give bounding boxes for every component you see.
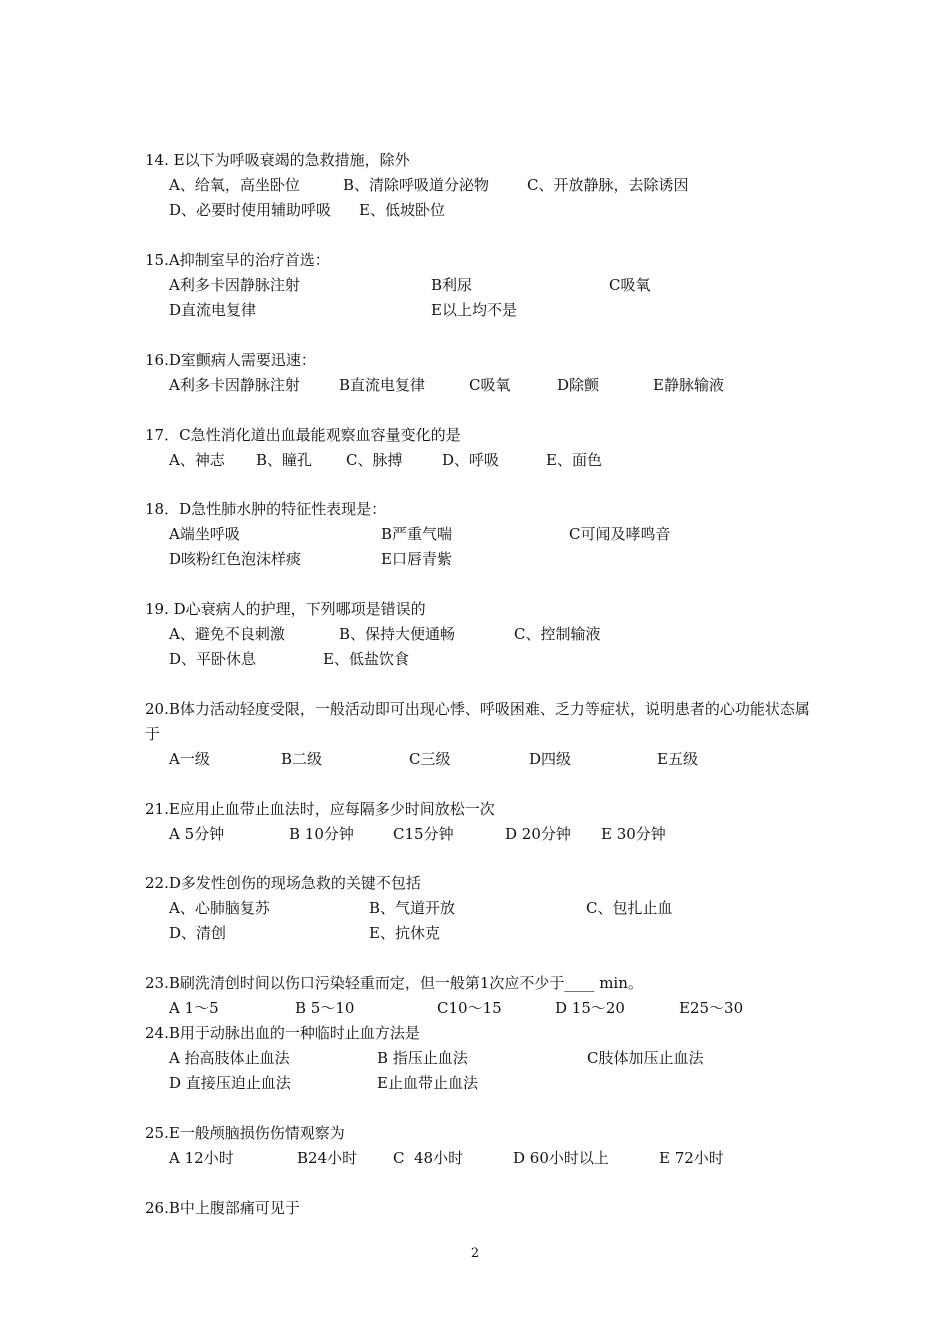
question-stem: 14. E以下为呼吸衰竭的急救措施，除外 bbox=[145, 151, 410, 169]
option: D 直接压迫止血法 bbox=[169, 1074, 291, 1092]
option: B二级 bbox=[281, 750, 323, 768]
question-18 bbox=[145, 497, 670, 572]
option: D咳粉红色泡沫样痰 bbox=[169, 550, 302, 568]
option: E、低坡卧位 bbox=[359, 201, 445, 219]
options-row bbox=[169, 522, 670, 547]
option: E、面色 bbox=[546, 451, 602, 469]
options-row bbox=[169, 822, 666, 847]
options-row bbox=[169, 996, 743, 1021]
option: E静脉输液 bbox=[653, 376, 724, 394]
question-16 bbox=[145, 348, 724, 398]
option: E 30分钟 bbox=[601, 825, 666, 843]
option: A一级 bbox=[169, 750, 210, 768]
option: A、给氧，高坐卧位 bbox=[169, 176, 300, 194]
options-row bbox=[169, 1046, 703, 1071]
question-23 bbox=[145, 971, 743, 1021]
option: D四级 bbox=[529, 750, 572, 768]
option: A 12小时 bbox=[169, 1149, 234, 1167]
option: E以上均不是 bbox=[431, 301, 517, 319]
options-row bbox=[169, 273, 650, 298]
option: B、清除呼吸道分泌物 bbox=[343, 176, 490, 194]
question-19 bbox=[145, 597, 600, 672]
options-row bbox=[169, 1146, 724, 1171]
options-row bbox=[169, 448, 602, 473]
option: E口唇青紫 bbox=[381, 550, 452, 568]
question-24 bbox=[145, 1021, 703, 1096]
option: A 5分钟 bbox=[169, 825, 225, 843]
option: B24小时 bbox=[297, 1149, 358, 1167]
question-14 bbox=[145, 148, 688, 223]
option: C10～15 bbox=[437, 999, 502, 1017]
option: A端坐呼吸 bbox=[169, 525, 240, 543]
option: E五级 bbox=[657, 750, 698, 768]
option: E、抗休克 bbox=[369, 924, 440, 942]
option: D、清创 bbox=[169, 924, 227, 942]
option: B利尿 bbox=[431, 276, 473, 294]
option: C 48小时 bbox=[393, 1149, 464, 1167]
option: C吸氧 bbox=[469, 376, 511, 394]
question-stem: 25.E一般颅脑损伤伤情观察为 bbox=[145, 1124, 345, 1142]
option: C、开放静脉，去除诱因 bbox=[527, 176, 689, 194]
option: E 72小时 bbox=[659, 1149, 724, 1167]
option: C吸氧 bbox=[609, 276, 651, 294]
question-stem: 20.B体力活动轻度受限，一般活动即可出现心悸、呼吸困难、乏力等症状，说明患者的心功能状态属于 bbox=[145, 700, 810, 743]
options-row bbox=[169, 622, 600, 647]
options-row bbox=[169, 1071, 703, 1096]
option: D 20分钟 bbox=[505, 825, 571, 843]
option: A、神志 bbox=[169, 451, 225, 469]
option: B直流电复律 bbox=[339, 376, 426, 394]
question-stem: 21.E应用止血带止血法时，应每隔多少时间放松一次 bbox=[145, 800, 495, 818]
options-row bbox=[169, 647, 600, 672]
option: E25～30 bbox=[679, 999, 744, 1017]
question-stem: 24.B用于动脉出血的一种临时止血方法是 bbox=[145, 1024, 420, 1042]
option: A、避免不良刺激 bbox=[169, 625, 285, 643]
question-stem: 19. D心衰病人的护理，下列哪项是错误的 bbox=[145, 600, 426, 618]
options-row bbox=[169, 547, 670, 572]
question-25 bbox=[145, 1121, 724, 1171]
question-stem: 16.D室颤病人需要迅速： bbox=[145, 351, 316, 369]
option: B、气道开放 bbox=[369, 899, 456, 917]
question-stem: 18．D急性肺水肿的特征性表现是： bbox=[145, 500, 387, 518]
question-20 bbox=[145, 697, 810, 772]
option: C、包扎止血 bbox=[586, 899, 673, 917]
option: D 60小时以上 bbox=[513, 1149, 609, 1167]
question-stem: 17．C急性消化道出血最能观察血容量变化的是 bbox=[145, 426, 461, 444]
option: A 抬高肢体止血法 bbox=[169, 1049, 290, 1067]
question-21 bbox=[145, 797, 666, 847]
option: B 指压止血法 bbox=[377, 1049, 468, 1067]
option: D直流电复律 bbox=[169, 301, 257, 319]
question-stem: 15.A抑制室早的治疗首选： bbox=[145, 251, 330, 269]
question-26 bbox=[145, 1196, 300, 1221]
option: D 15～20 bbox=[555, 999, 625, 1017]
options-row bbox=[169, 373, 724, 398]
option: D、平卧休息 bbox=[169, 650, 257, 668]
option: B严重气喘 bbox=[381, 525, 453, 543]
option: D除颤 bbox=[557, 376, 600, 394]
question-stem: 22.D多发性创伤的现场急救的关键不包括 bbox=[145, 874, 421, 892]
option: D、必要时使用辅助呼吸 bbox=[169, 201, 332, 219]
options-row bbox=[169, 896, 672, 921]
option: E、低盐饮食 bbox=[323, 650, 409, 668]
option: E止血带止血法 bbox=[377, 1074, 478, 1092]
options-row bbox=[169, 198, 688, 223]
option: C15分钟 bbox=[393, 825, 454, 843]
question-22 bbox=[145, 871, 672, 946]
option: B 10分钟 bbox=[289, 825, 354, 843]
options-row bbox=[169, 298, 650, 323]
option: A、心肺脑复苏 bbox=[169, 899, 270, 917]
question-stem: 26.B中上腹部痛可见于 bbox=[145, 1199, 300, 1217]
options-row bbox=[169, 173, 688, 198]
option: C、控制输液 bbox=[514, 625, 601, 643]
option: A 1～5 bbox=[169, 999, 219, 1017]
question-stem: 23.B刷洗清创时间以伤口污染轻重而定，但一般第1次应不少于____ min。 bbox=[145, 974, 643, 992]
option: B、保持大便通畅 bbox=[339, 625, 456, 643]
option: D、呼吸 bbox=[442, 451, 500, 469]
option: A利多卡因静脉注射 bbox=[169, 276, 300, 294]
options-row bbox=[169, 921, 672, 946]
option: A利多卡因静脉注射 bbox=[169, 376, 300, 394]
option: C三级 bbox=[409, 750, 451, 768]
options-row bbox=[169, 747, 810, 772]
page-number: 2 bbox=[470, 1246, 480, 1261]
option: B、瞳孔 bbox=[256, 451, 313, 469]
question-17 bbox=[145, 423, 602, 473]
option: C肢体加压止血法 bbox=[587, 1049, 704, 1067]
question-15 bbox=[145, 248, 650, 323]
option: B 5～10 bbox=[295, 999, 355, 1017]
option: C、脉搏 bbox=[346, 451, 403, 469]
option: C可闻及哮鸣音 bbox=[569, 525, 671, 543]
